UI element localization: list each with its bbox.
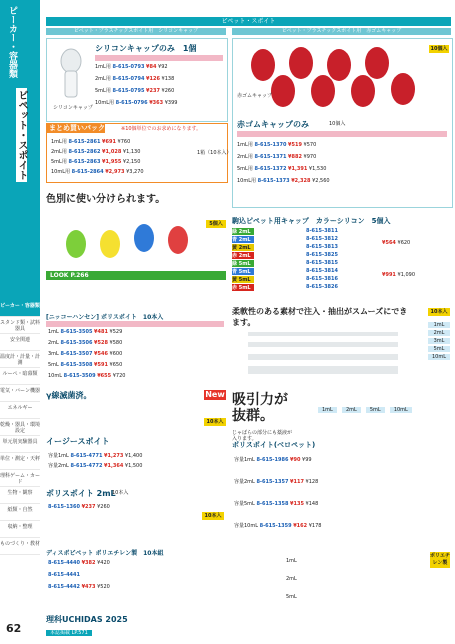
color-tag: 赤 2mL [232, 252, 254, 259]
sidebar-sub-title: ピペット・スポイト [16, 90, 27, 180]
nav-item[interactable]: スタンド類・試料器具 [0, 317, 40, 334]
red-cap-title: 赤ゴムキャップのみ [237, 120, 309, 129]
table-row: 1mL用 8-615-0793 ¥84 ¥92 [95, 64, 168, 70]
sidebar [0, 0, 40, 644]
table-row: 2mL用 8-615-0794 ¥126 ¥138 [95, 76, 175, 82]
table-row: 容量1mL 8-615-1986 ¥90 ¥99 [234, 457, 312, 463]
sidebar-section-title: ピーカー・容器類 [7, 6, 17, 78]
color-code: 8-615-3815 [306, 260, 338, 266]
table-row: 5mL用 8-615-1372 ¥1,391 ¥1,530 [237, 166, 327, 172]
red-cap-panel [232, 38, 453, 208]
color-tag: 赤 5mL [232, 284, 254, 291]
color-banner [46, 188, 226, 270]
flexible-panel [232, 306, 451, 380]
poly2-panel [46, 488, 226, 538]
table-row: 容量1mL 8-615-4771 ¥1,273 ¥1,400 [48, 453, 143, 459]
color-code: 8-615-3812 [306, 236, 338, 242]
flexible-badge: 10本入 [428, 308, 450, 316]
size-tab[interactable]: 2mL [342, 407, 361, 413]
nav-item[interactable]: 単元別実験器具 [0, 436, 40, 453]
table-row: 容量2mL 8-615-4772 ¥1,364 ¥1,500 [48, 463, 143, 469]
nav-item[interactable]: 安全関連 [0, 334, 40, 351]
sidebar-section [0, 0, 40, 300]
size-tab[interactable]: 3mL [428, 338, 450, 344]
color-banner-badge: 5個入 [206, 220, 226, 228]
table-row: 1mL用 8-615-2861 ¥691 ¥760 [51, 139, 131, 145]
table-row: 1mL用 8-615-1370 ¥519 ¥570 [237, 142, 317, 148]
color-tag: 緑 2mL [232, 228, 254, 235]
nav-item[interactable]: 理科ゲーム・カード [0, 470, 40, 487]
table-row: 5mL用 8-615-2863 ¥1,955 ¥2,150 [51, 159, 141, 165]
dispo-sizes [286, 558, 297, 600]
size-tabs [428, 322, 450, 360]
dispo-title: ディスポピペット ポリエチレン製 10本組 [46, 550, 164, 557]
size-tab[interactable]: 5mL [428, 346, 450, 352]
color-pipette-panel [232, 216, 451, 298]
sterile-title: γ線滅菌済。 [46, 391, 92, 400]
flexible-text: 柔軟性のある素材で注入・抽出がスムーズにできます。 [232, 307, 408, 327]
table-row: 1mL 8-615-3505 ¥481 ¥529 [48, 329, 123, 335]
size-label: 2mL [286, 576, 297, 582]
size-tab[interactable]: 5mL [366, 407, 385, 413]
page-number: 62 [6, 622, 22, 635]
color-code: 8-615-3814 [306, 268, 338, 274]
table-header [95, 55, 223, 61]
silicone-cap-label: シリコンキャップ [53, 105, 93, 111]
table-row: 容量5mL 8-615-1358 ¥135 ¥148 [234, 501, 319, 507]
table-header [237, 131, 447, 137]
footer-sub: 本誌掲載 LP.571 [46, 630, 92, 636]
color-tag: 黄 2mL [232, 244, 254, 251]
table-row: 8-615-4440 ¥382 ¥420 [48, 560, 110, 566]
color-code: 8-615-3826 [306, 284, 338, 290]
table-row: 5mL 8-615-3508 ¥591 ¥650 [48, 362, 123, 368]
color-code: 8-615-3816 [306, 276, 338, 282]
footer-brand: 理科UCHIDAS 2025 [46, 615, 128, 624]
nav-item[interactable]: 生物・観察 [0, 487, 40, 504]
suction-tabs [318, 396, 412, 415]
table-row: 容量10mL 8-615-1359 ¥162 ¥178 [234, 523, 322, 529]
red-cap-label: 赤ゴムキャップ [237, 93, 273, 99]
nav-item[interactable]: 単位・測定・天秤 [0, 453, 40, 470]
red-cap-unit: 10個入 [329, 121, 346, 127]
red-cap-badge: 10個入 [430, 46, 448, 52]
color-tag: 青 2mL [232, 236, 254, 243]
table-row: 5mL用 8-615-0795 ¥237 ¥260 [95, 88, 175, 94]
size-tab[interactable]: 1mL [428, 322, 450, 328]
nav-item[interactable]: 収納・整理 [0, 521, 40, 538]
sterile-panel [46, 390, 226, 478]
poly-pipette-title: [ニッコーハンセン] ポリスポイト 10本入 [46, 314, 164, 321]
table-header [46, 321, 224, 327]
size-label: 1mL [286, 558, 297, 564]
table-row: 8-615-4441 [48, 572, 80, 578]
table-row: 10mL用 8-615-0796 ¥363 ¥399 [95, 100, 178, 106]
table-row: 容量2mL 8-615-1357 ¥117 ¥128 [234, 479, 319, 485]
table-row: 10mL用 8-615-2864 ¥2,973 ¥3,270 [51, 169, 144, 175]
nav-item[interactable]: ものづくり・教材 [0, 538, 40, 555]
nav-item[interactable]: エネルギー [0, 402, 40, 419]
silicone-cap-title: シリコンキャップのみ 1個 [95, 44, 197, 53]
bulk-pack-title: まとめ買いパック [49, 124, 105, 132]
color-tag: 黄 5mL [232, 276, 254, 283]
new-badge: New [205, 390, 225, 399]
table-row: 10mL 8-615-3509 ¥655 ¥720 [48, 373, 126, 379]
size-label: 5mL [286, 594, 297, 600]
price-2ml: ¥564 ¥620 [382, 240, 411, 246]
table-row: 2mL用 8-615-1371 ¥882 ¥970 [237, 154, 317, 160]
table-row: 8-615-4442 ¥473 ¥520 [48, 584, 110, 590]
poly2-title: ポリスポイト 2mL [46, 489, 116, 498]
suction-title: ポリスポイト(ベロペット) [232, 441, 316, 449]
table-row: 8-615-1360 ¥237 ¥260 [48, 504, 110, 510]
suction-sub: じゃばらの部分にも薬液が入ります。 [232, 430, 293, 442]
color-caps-image [54, 212, 204, 268]
suction-headline: 吸引力が抜群。 [232, 392, 288, 424]
table-row: 10mL用 8-615-1373 ¥2,328 ¥2,560 [237, 178, 330, 184]
table-row: 3mL 8-615-3507 ¥546 ¥600 [48, 351, 123, 357]
size-tab[interactable]: 2mL [428, 330, 450, 336]
bulk-pack-panel [46, 123, 232, 183]
silicone-cap-panel [46, 38, 228, 122]
color-banner-text: 色別に使い分けられます。 [46, 194, 166, 205]
sidebar-nav [0, 300, 40, 555]
dispo-badge: ポリエチレン製 [430, 553, 450, 566]
look-link[interactable]: LOOK P.266 [46, 271, 226, 280]
size-tab[interactable]: 10mL [390, 407, 412, 413]
sterile-badge: 10本入 [204, 418, 226, 426]
price-5ml: ¥991 ¥1,090 [382, 272, 416, 278]
color-pipette-title: 駒込ピペット用キャップ カラーシリコン 5個入 [232, 217, 391, 225]
nav-item[interactable]: 温度計・計量・計測 [0, 351, 40, 368]
dispo-panel [46, 548, 451, 608]
color-tag: 青 5mL [232, 268, 254, 275]
poly2-badge: 10本入 [202, 512, 224, 520]
bulk-pack-note: ※10個単位でのお求めになります。 [121, 126, 202, 132]
nav-item[interactable]: ルーペ・暗幕類 [0, 368, 40, 385]
silicone-cap-image [53, 47, 89, 103]
red-caps-image [243, 45, 423, 111]
size-tab[interactable]: 1mL [318, 407, 337, 413]
nav-item[interactable]: 乾燥・器具・環境設定 [0, 419, 40, 436]
left-sub-header: ピペット・プラスチックスポイト用 シリコンキャップ [46, 28, 226, 35]
nav-item[interactable]: 紙類・自然 [0, 504, 40, 521]
nav-item[interactable]: ピーカー・容器類 [0, 300, 40, 317]
size-tab[interactable]: 10mL [428, 354, 450, 360]
easy-spoit-title: イージースポイト [46, 437, 110, 446]
right-sub-header: ピペット・プラスチックスポイト用 赤ゴムキャップ [232, 28, 451, 35]
bulk-pack-unit: 1箱（10本入） [197, 150, 232, 156]
nav-item[interactable]: 電気・バーン機器 [0, 385, 40, 402]
suction-panel [232, 392, 451, 542]
color-code: 8-615-3811 [306, 228, 338, 234]
table-row: 2mL用 8-615-2862 ¥1,028 ¥1,130 [51, 149, 141, 155]
color-tag: 緑 5mL [232, 260, 254, 267]
color-code: 8-615-3813 [306, 244, 338, 250]
table-row: 2mL 8-615-3506 ¥528 ¥580 [48, 340, 123, 346]
category-header: ピペット・スポイト [46, 17, 451, 26]
color-code: 8-615-3825 [306, 252, 338, 258]
poly-pipette-panel [46, 312, 226, 386]
poly2-unit: 10本入 [112, 490, 129, 496]
flexible-pipettes-image [238, 328, 418, 376]
